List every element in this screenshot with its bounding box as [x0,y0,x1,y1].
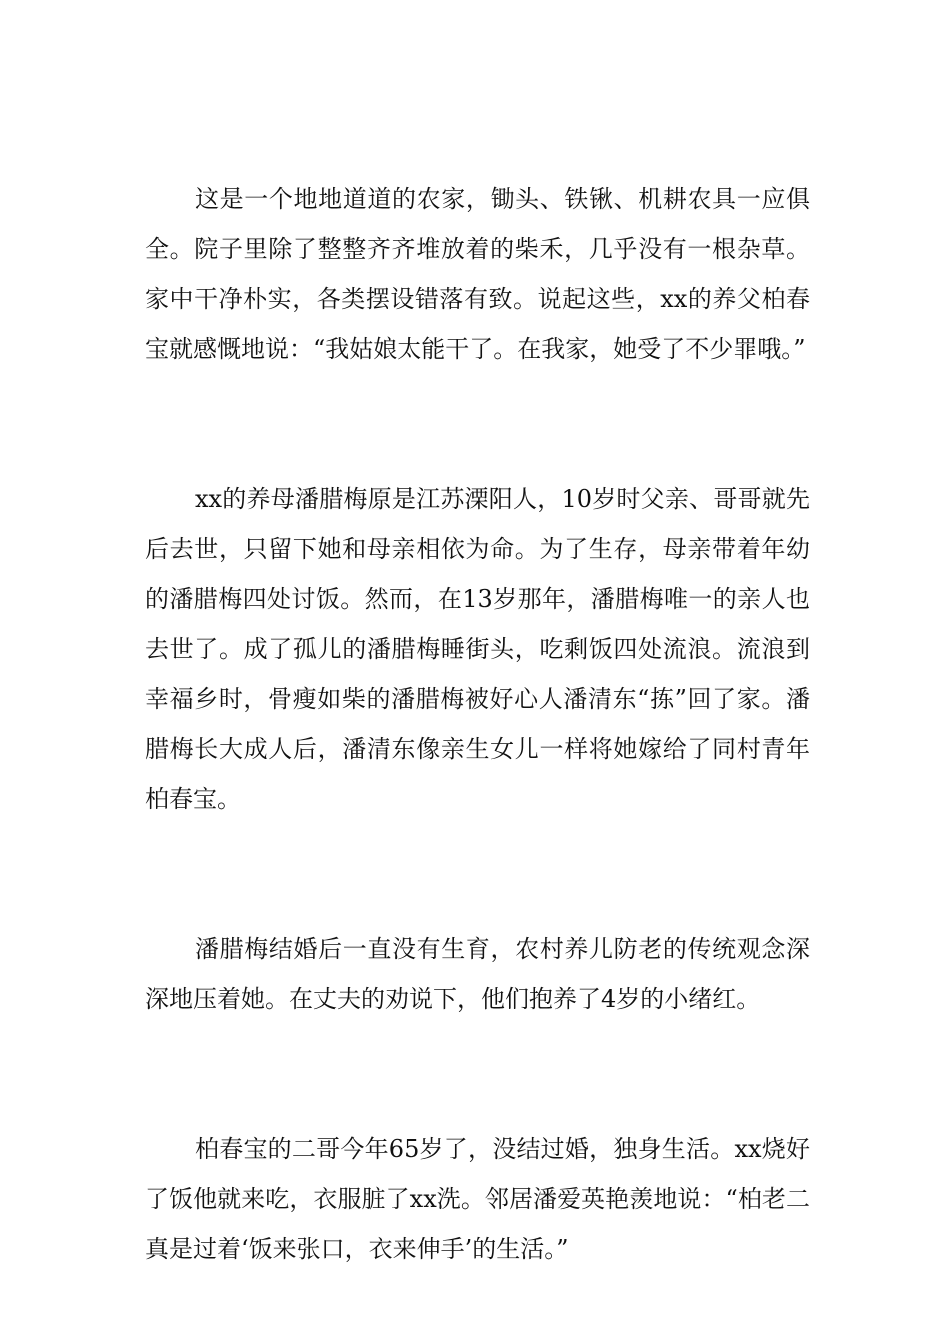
paragraph-1: 这是一个地地道道的农家，锄头、铁锹、机耕农具一应俱全。院子里除了整整齐齐堆放着的柴禾，几乎没有一根杂草。家中干净朴实，各类摆设错落有致。说起这些，xx的养父柏春宝就感慨地说：“我姑娘太能干了。在我家，她受了不少罪哦。” [145,185,810,363]
paragraph-2: xx的养母潘腊梅原是江苏溧阳人，10岁时父亲、哥哥就先后去世，只留下她和母亲相依为命。为了生存，母亲带着年幼的潘腊梅四处讨饭。然而，在13岁那年，潘腊梅唯一的亲人也去世了。成了孤儿的潘腊梅睡街头，吃剩饭四处流浪。流浪到幸福乡时，骨瘦如柴的潘腊梅被好心人潘清东“拣”回了家。潘腊梅长大成人后，潘清东像亲生女儿一样将她嫁给了同村青年柏春宝。 [145,485,810,813]
paragraph-4: 柏春宝的二哥今年65岁了，没结过婚，独身生活。xx烧好了饭他就来吃，衣服脏了xx洗。邻居潘爱英艳羡地说：“柏老二真是过着‘饭来张口，衣来伸手’的生活。” [145,1135,810,1263]
document-body [145,174,810,1274]
paragraph-3: 潘腊梅结婚后一直没有生育，农村养儿防老的传统观念深深地压着她。在丈夫的劝说下，他们抱养了4岁的小绪红。 [145,935,810,1013]
